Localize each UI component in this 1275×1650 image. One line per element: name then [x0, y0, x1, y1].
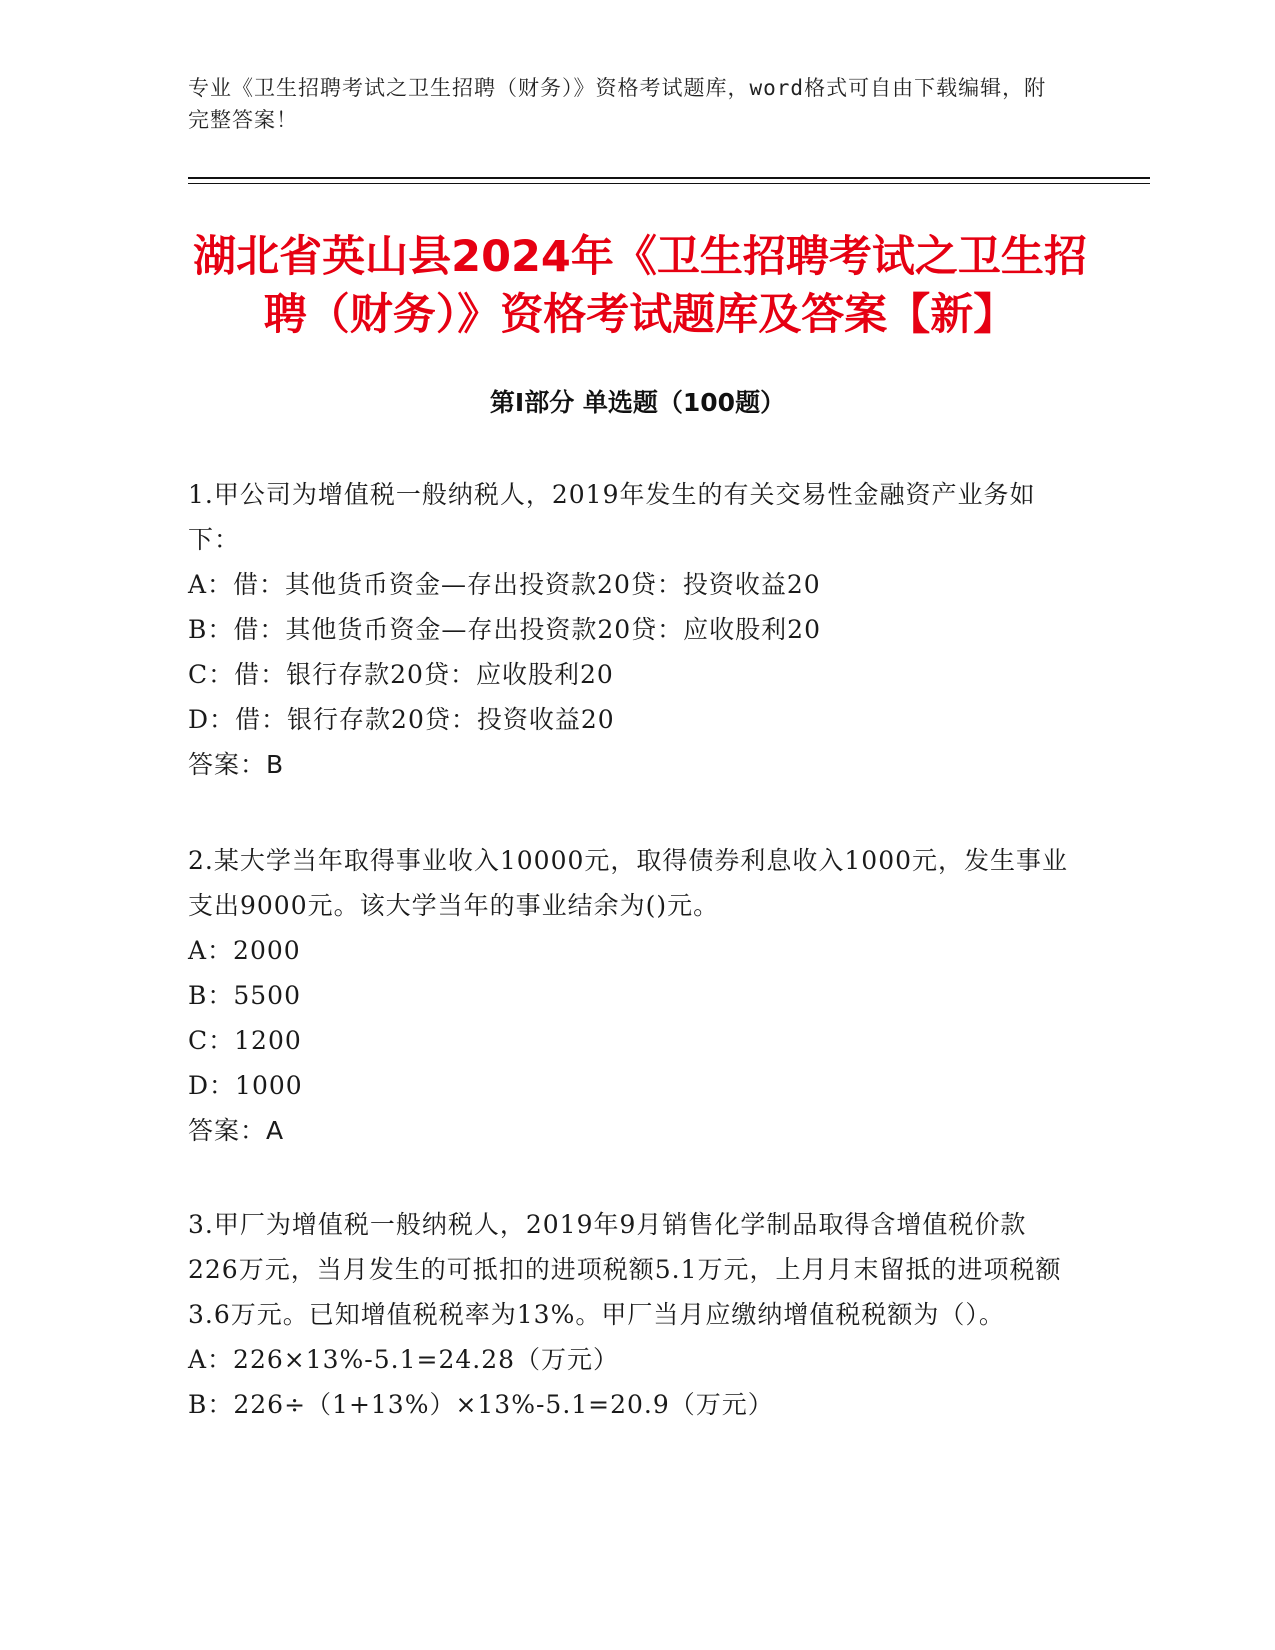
- header-divider-thick: [188, 177, 1150, 179]
- header-divider-thin: [188, 183, 1150, 184]
- option-b: B：226÷（1+13%）×13%-5.1=20.9（万元）: [188, 1390, 774, 1419]
- answer: 答案：A: [188, 1116, 285, 1145]
- header-note: 专业《卫生招聘考试之卫生招聘（财务）》资格考试题库，word格式可自由下载编辑，附完整答案！: [188, 76, 1047, 132]
- option-a: A：2000: [188, 936, 301, 965]
- document-title: 湖北省英山县2024年《卫生招聘考试之卫生招聘（财务）》资格考试题库及答案【新】: [193, 232, 1087, 340]
- answer: 答案：B: [188, 750, 285, 779]
- option-b: B：借：其他货币资金—存出投资款20贷：应收股利20: [188, 615, 821, 644]
- section-title: 第Ⅰ部分 单选题（100题）: [489, 388, 786, 417]
- option-c: C：1200: [188, 1026, 302, 1055]
- option-a: A：借：其他货币资金—存出投资款20贷：投资收益20: [188, 570, 821, 599]
- option-b: B：5500: [188, 981, 301, 1010]
- option-c: C：借：银行存款20贷：应收股利20: [188, 660, 614, 689]
- question-stem: 1.甲公司为增值税一般纳税人，2019年发生的有关交易性金融资产业务如下：: [188, 480, 1036, 554]
- option-d: D：借：银行存款20贷：投资收益20: [188, 705, 615, 734]
- question-2: [188, 838, 1068, 1153]
- question-stem: 3.甲厂为增值税一般纳税人，2019年9月销售化学制品取得含增值税价款226万元，当月发生的可抵扣的进项税额5.1万元，上月月末留抵的进项税额3.6万元。已知增值税税率为13%。甲厂当月应缴纳增值税税额为（）。: [188, 1210, 1062, 1329]
- question-stem: 2.某大学当年取得事业收入10000元，取得债券利息收入1000元，发生事业支出9000元。该大学当年的事业结余为()元。: [188, 846, 1069, 920]
- option-a: A：226×13%-5.1=24.28（万元）: [188, 1345, 620, 1374]
- question-1: [188, 472, 1068, 787]
- question-3: [188, 1202, 1068, 1427]
- option-d: D：1000: [188, 1071, 303, 1100]
